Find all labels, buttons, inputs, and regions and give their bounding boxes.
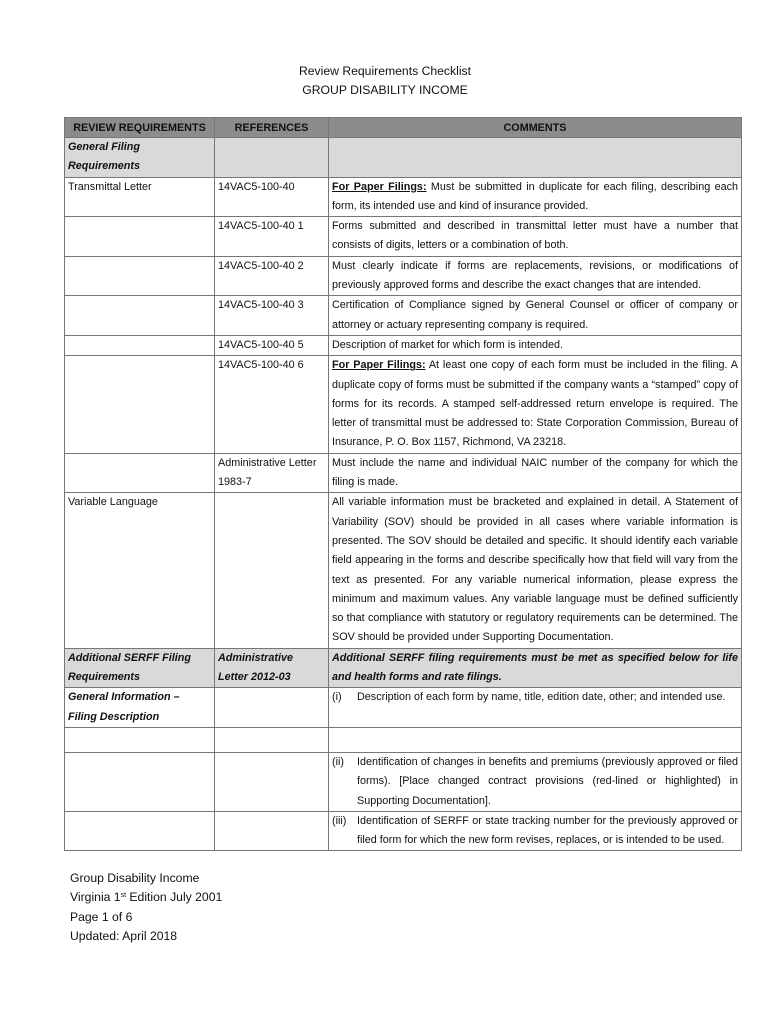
section-empty-cell bbox=[329, 138, 742, 178]
review-cell bbox=[65, 335, 215, 355]
table-row bbox=[65, 453, 742, 493]
header-references: REFERENCES bbox=[215, 118, 329, 138]
comment-lead: For Paper Filings: bbox=[332, 180, 427, 193]
footer-edition-sup: st bbox=[120, 892, 127, 900]
empty-cell bbox=[329, 727, 742, 752]
review-cell: General Information – Filing Description bbox=[65, 688, 215, 728]
reference-cell: 14VAC5-100-40 2 bbox=[215, 256, 329, 296]
comment-text: All variable information must be bracketed and explained in detail. A Statement of Variability (SOV) should be provided in all cases where variable information is presented. The SOV should be detailed and specific. It should identify each variable field appearing in the forms and describe specifically how that field will vary from the text as presented. For any variable numerical information, please express the minimum and maximum values. Any variable language must be defined sufficiently so that compliance with statutory or regulatory requirements can be determined. The SOV should be provided under Supporting Documentation. bbox=[332, 496, 738, 644]
review-cell bbox=[65, 453, 215, 493]
table-row bbox=[65, 356, 742, 453]
review-cell: Variable Language bbox=[65, 493, 215, 648]
comment-text: At least one copy of each form must be included in the filing. A duplicate copy of forms must be submitted if the company wants a “stamped” copy of forms for its records. A stamped self-addressed return envelope is required. The letter of transmittal must be addressed to: State Corporation Commission, Bureau of Insurance, P. O. Box 1157, Richmond, VA 23218. bbox=[332, 359, 738, 449]
numbered-item bbox=[332, 812, 738, 851]
section-row-general bbox=[65, 138, 742, 178]
item-text: Description of each form by name, title, edition date, other; and intended use. bbox=[357, 691, 726, 704]
table-row bbox=[65, 688, 742, 728]
footer-updated: Updated: April 2018 bbox=[70, 929, 178, 944]
header-review-requirements: REVIEW REQUIREMENTS bbox=[65, 118, 215, 138]
review-cell bbox=[65, 217, 215, 257]
table-row bbox=[65, 177, 742, 217]
review-cell bbox=[65, 256, 215, 296]
item-number: (ii) bbox=[332, 755, 344, 768]
spacer-row bbox=[65, 727, 742, 752]
comment-lead: For Paper Filings: bbox=[332, 359, 426, 372]
reference-cell: Administrative Letter 1983-7 bbox=[215, 453, 329, 493]
item-number: (iii) bbox=[332, 814, 347, 827]
comment-text: Must include the name and individual NAIC number of the company for which the filing is made. bbox=[332, 456, 738, 489]
comment-cell bbox=[329, 752, 742, 811]
comment-cell bbox=[329, 453, 742, 493]
numbered-item bbox=[332, 688, 738, 707]
empty-cell bbox=[215, 727, 329, 752]
page-footer bbox=[70, 869, 222, 947]
comment-cell bbox=[329, 177, 742, 217]
footer-line-1: Group Disability Income bbox=[70, 871, 200, 885]
checklist-table bbox=[64, 117, 742, 851]
comment-text: Must clearly indicate if forms are replacements, revisions, or modifications of previously approved forms and describe the exact changes that are intended. bbox=[332, 259, 738, 292]
reference-cell bbox=[215, 688, 329, 728]
review-cell bbox=[65, 296, 215, 336]
comment-cell bbox=[329, 493, 742, 648]
comment-cell bbox=[329, 688, 742, 728]
reference-cell: 14VAC5-100-40 bbox=[215, 177, 329, 217]
footer-line-2 bbox=[70, 888, 222, 907]
footer-page-number: Page 1 of 6 bbox=[70, 909, 133, 924]
review-cell: Transmittal Letter bbox=[65, 177, 215, 217]
table-row bbox=[65, 296, 742, 336]
comment-cell bbox=[329, 811, 742, 851]
comment-cell bbox=[329, 335, 742, 355]
comment-text: Forms submitted and described in transmittal letter must have a number that consists of digits, letters or a combination of both. bbox=[332, 220, 738, 252]
section-empty-cell bbox=[215, 138, 329, 178]
table-row bbox=[65, 811, 742, 851]
footer-edition-suffix: Edition July 2001 bbox=[126, 890, 223, 905]
header-comments: COMMENTS bbox=[329, 118, 742, 138]
table-row bbox=[65, 493, 742, 648]
comment-text: Description of market for which form is intended. bbox=[332, 338, 564, 351]
section-row-serff bbox=[65, 648, 742, 688]
reference-cell: 14VAC5-100-40 6 bbox=[215, 356, 329, 453]
reference-cell: 14VAC5-100-40 5 bbox=[215, 335, 329, 355]
table-row bbox=[65, 217, 742, 257]
title-line-2: GROUP DISABILITY INCOME bbox=[302, 83, 468, 97]
reference-cell bbox=[215, 752, 329, 811]
table-row bbox=[65, 335, 742, 355]
table-row bbox=[65, 256, 742, 296]
comment-cell bbox=[329, 217, 742, 257]
comment-cell bbox=[329, 296, 742, 336]
comment-cell bbox=[329, 356, 742, 453]
section-label: General Filing Requirements bbox=[65, 138, 215, 178]
footer-edition-prefix: Virginia 1 bbox=[70, 890, 121, 905]
table-row bbox=[65, 752, 742, 811]
section-label: Additional SERFF Filing Requirements bbox=[65, 648, 215, 688]
review-cell bbox=[65, 356, 215, 453]
empty-cell bbox=[65, 727, 215, 752]
item-number: (i) bbox=[332, 691, 342, 704]
review-cell bbox=[65, 752, 215, 811]
section-comment: Additional SERFF filing requirements must be met as specified below for life and health forms and rate filings. bbox=[329, 648, 742, 688]
reference-cell: 14VAC5-100-40 1 bbox=[215, 217, 329, 257]
review-cell bbox=[65, 811, 215, 851]
section-reference: Administrative Letter 2012-03 bbox=[215, 648, 329, 688]
comment-text: Certification of Compliance signed by General Counsel or officer of company or attorney or actuary representing company is required. bbox=[332, 299, 738, 331]
reference-cell: 14VAC5-100-40 3 bbox=[215, 296, 329, 336]
comment-text: Must be submitted in duplicate for each filing, describing each form, its intended use and kind of insurance provided. bbox=[332, 180, 738, 212]
comment-cell bbox=[329, 256, 742, 296]
title-line-1: Review Requirements Checklist bbox=[298, 64, 472, 78]
document-title bbox=[0, 62, 770, 100]
item-text: Identification of changes in benefits and premiums (previously approved or filed forms). [Place changed contract provisions (red-lined or highlighted) in Supporting Documentation]. bbox=[357, 755, 738, 807]
numbered-item bbox=[332, 753, 738, 811]
header-row bbox=[65, 118, 742, 138]
item-text: Identification of SERFF or state tracking number for the previously approved or filed form for which the new form revises, replaces, or is intended to be used. bbox=[357, 814, 738, 847]
reference-cell bbox=[215, 493, 329, 648]
reference-cell bbox=[215, 811, 329, 851]
